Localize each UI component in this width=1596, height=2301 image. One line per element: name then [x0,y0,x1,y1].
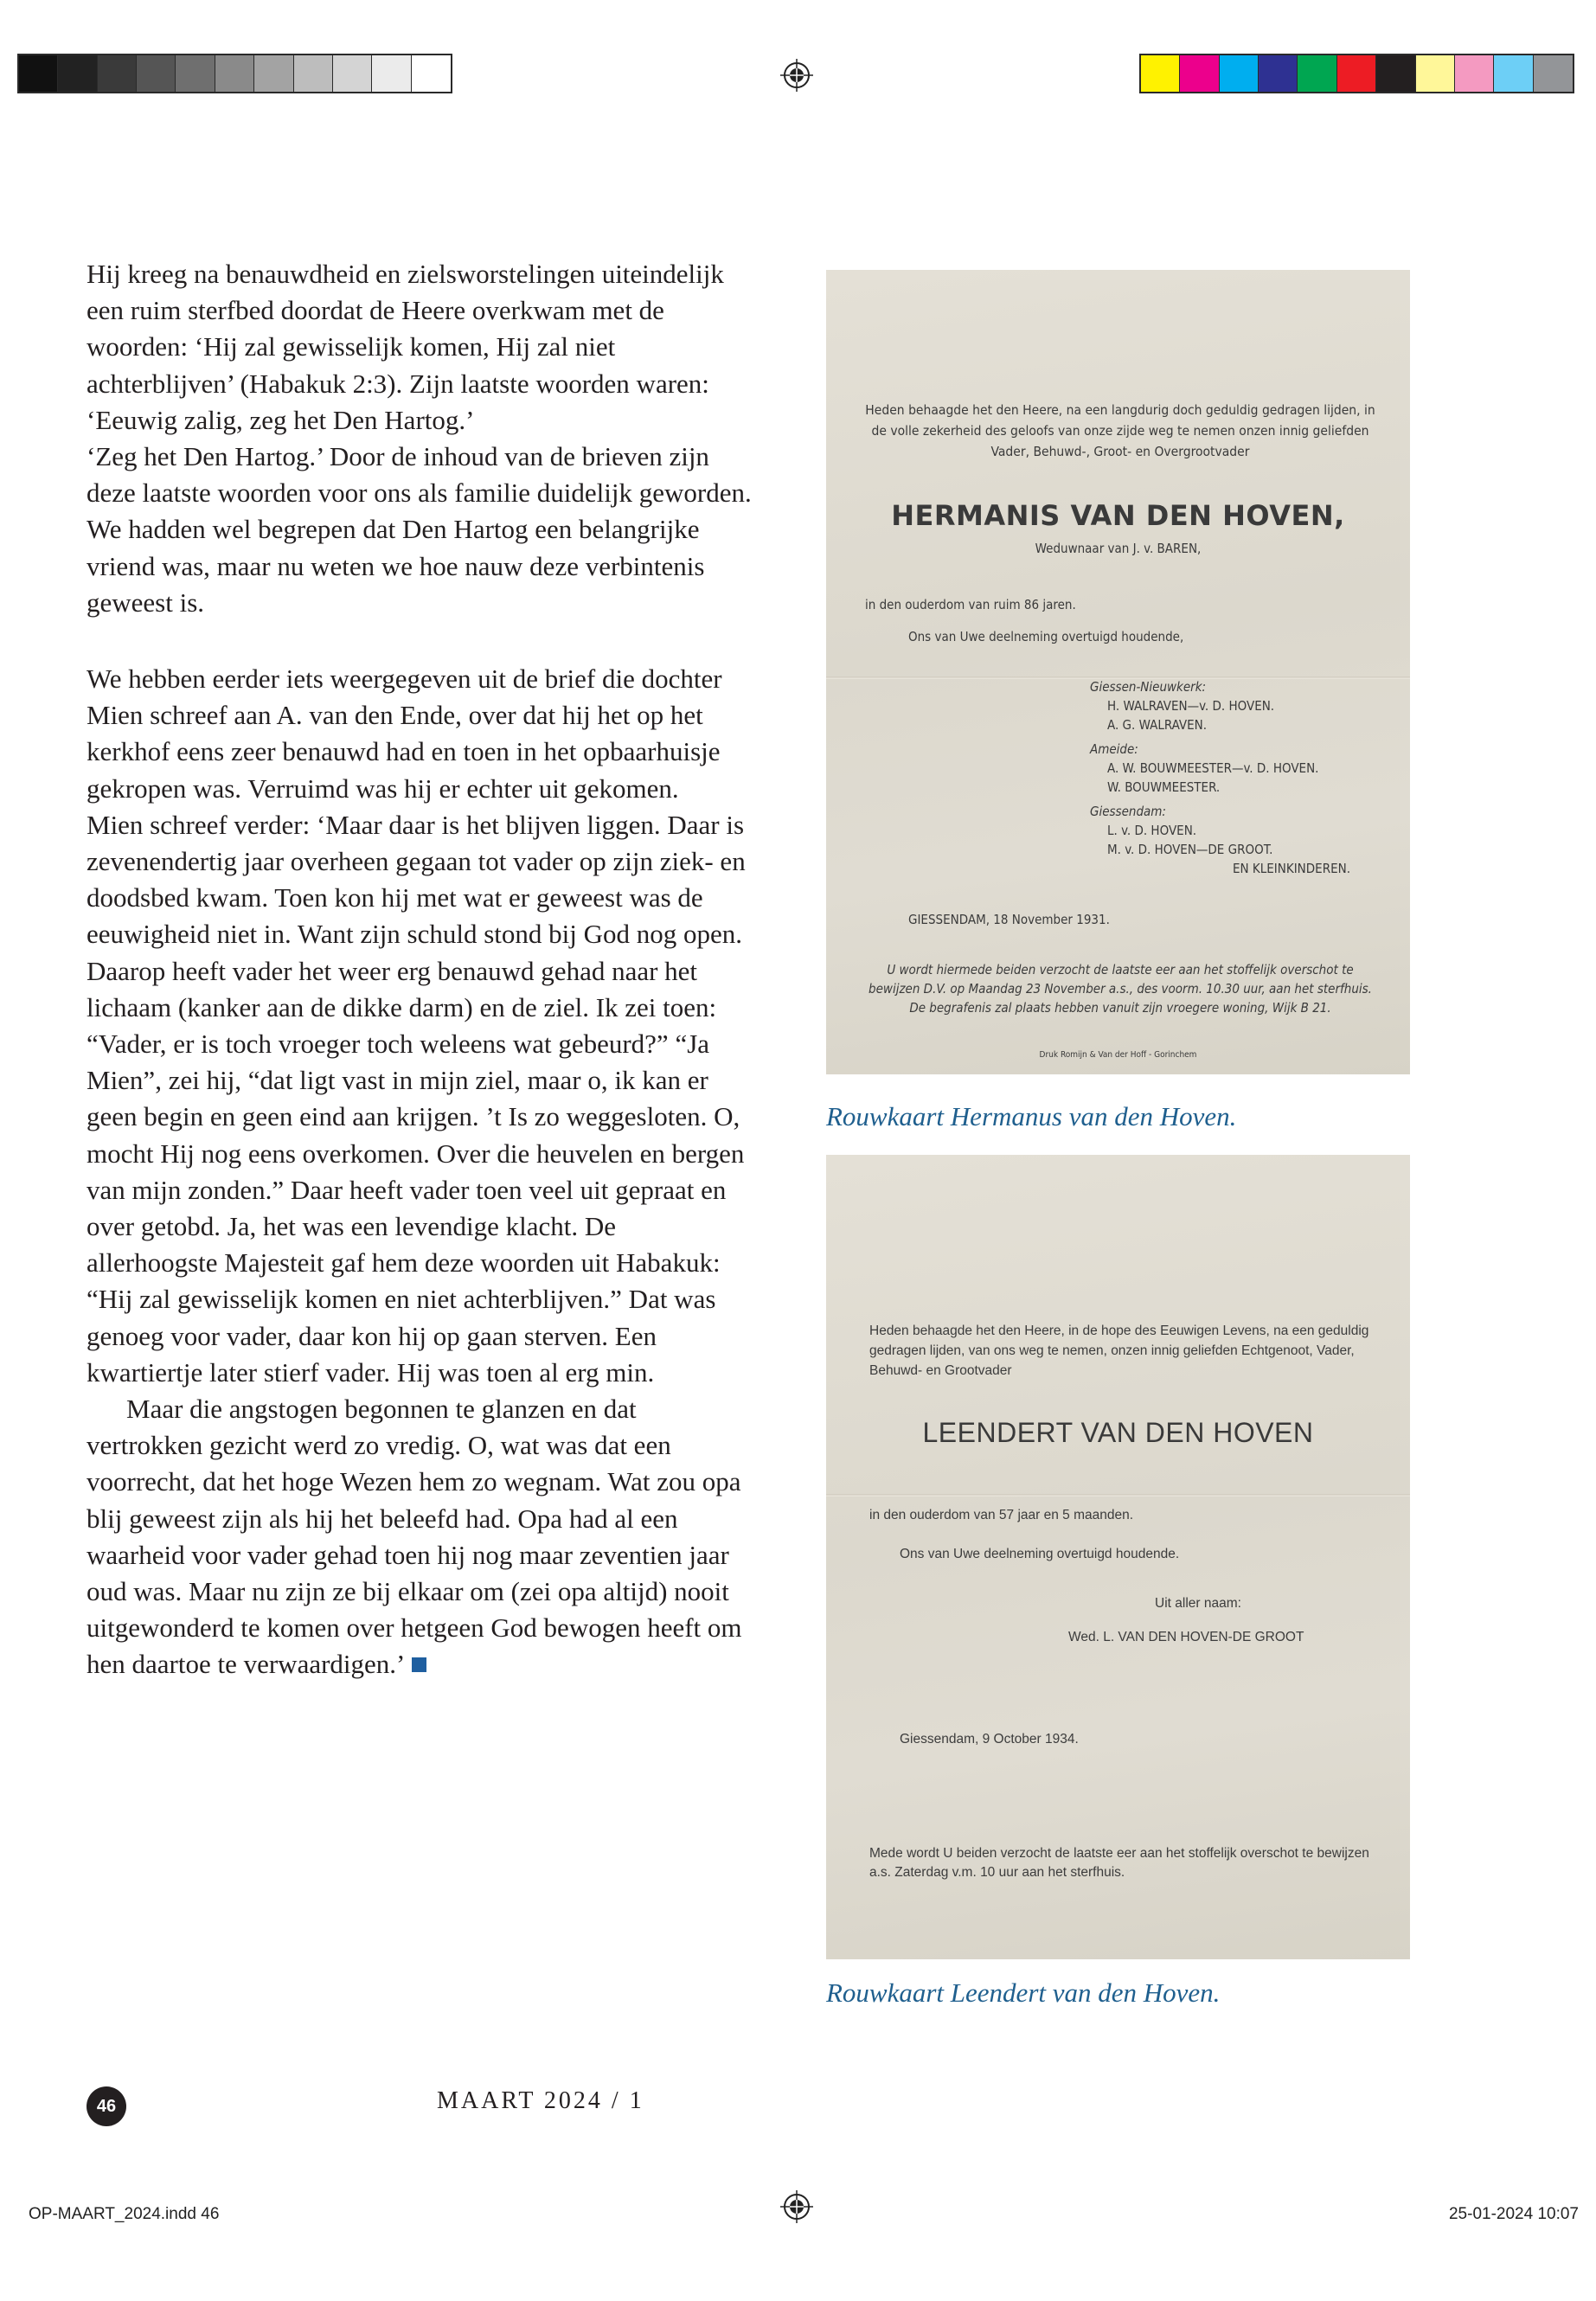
card1-age: in den ouderdom van ruim 86 jaren. [865,597,1076,612]
gray-swatch [333,55,372,92]
gray-swatch [412,55,451,92]
image-caption-2: Rouwkaart Leendert van den Hoven. [826,1977,1221,2008]
gray-swatch [176,55,215,92]
slug-file-name: OP-MAART_2024.indd 46 [29,2205,220,2223]
card2-notice: Mede wordt U beiden verzocht de laatste eer aan het stoffelijk overschot te bewijzen a.s. Zaterdag v.m. 10 uur aan het sterfhuis. [869,1846,1369,1880]
gray-swatch [294,55,333,92]
card1-sympathy-line: Ons van Uwe deelneming overtuigd houdende, [908,629,1184,644]
gray-calibration-bar [17,54,452,93]
article-paragraph-5 [87,1391,753,1683]
card1-family-name: EN KLEINKINDEREN. [1233,861,1350,876]
registration-mark-icon [780,2190,813,2223]
funeral-card-hermanus [826,270,1410,1074]
color-swatch [1376,55,1415,92]
gray-swatch [372,55,411,92]
card2-age: in den ouderdom van 57 jaar en 5 maanden. [869,1508,1134,1522]
color-swatch [1220,55,1259,92]
color-swatch [1494,55,1533,92]
gray-swatch [19,55,58,92]
page-number-badge: 46 [87,2086,126,2126]
registration-mark-icon [780,59,813,92]
issue-label: MAART 2024 / 1 [437,2087,644,2114]
article-paragraph-5-text: Maar die angstogen begonnen te glanzen en dat vertrokken gezicht werd zo vredig. O, wat was dat een voorrecht, dat het hoge Wezen hem zo wegnam. Wat zou opa blij geweest zijn als hij het beleefd had. Opa had al een waarheid voor vader gehad toen hij nog maar zeventien jaar oud was. Maar nu zijn ze bij elkaar om (zei opa altijd) nooit uitgewonderd te komen over hetgeen God bewogen heeft om hen daartoe te verwaardigen.’ [87,1394,742,1680]
color-swatch [1180,55,1219,92]
card1-widower-of: Weduwnaar van J. v. BAREN, [1035,541,1202,556]
article-column-top [87,256,753,621]
article-paragraph-4: Mien schreef verder: ‘Maar daar is het blijven liggen. Daar is zevenendertig jaar overheen gegaan tot vader op zijn ziek- en doodsbed kwam. Toen kon hij met wat er geweest was de eeuwigheid niet in. Want zijn schuld stond bij God nog open. Daarop heeft vader het weer erg benauwd gehad naar het lichaam (kanker aan de dikke darm) en de ziel. Ik zei toen: “Vader, er is toch vroeger toch weleens wat gebeurd?” “Ja Mien”, zei hij, “dat ligt vast in mijn ziel, maar o, ik kan er geen begin en geen eind aan krijgen. ’t Is zo weggesloten. O, mocht Hij nog eens overkomen. Over die heuvelen en bergen van mijn zonden.” Daar heeft vader toen veel uit gepraat en over getobd. Ja, het was een levendige klacht. De allerhoogste Majesteit gaf hem deze woorden uit Habakuk: “Hij zal gewisselijk komen en niet achterblijven.” Dat was genoeg voor vader, daar kon hij op gaan sterven. Een kwartiertje later stierf vader. Hij was toen al erg min. [87,809,746,1388]
card1-family-name: L. v. D. HOVEN. [1107,823,1197,838]
article-paragraph-3: We hebben eerder iets weergegeven uit de brief die dochter Mien schreef aan A. van den Ende, over dat hij het op het kerkhof eens zeer benauwd had en toen in het opbaarhuisje gekropen was. Verruimd was hij er echter uit gekomen. [87,663,722,804]
funeral-card-leendert [826,1155,1410,1959]
article-column-bottom [87,661,753,1683]
card1-intro: Heden behaagde het den Heere, na een langdurig doch geduldig gedragen lijden, in de volle zekerheid des geloofs van onze zijde weg te nemen onzen innig geliefden Vader, Behuwd-, Groot- en Overgrootvader [865,402,1375,459]
card2-sympathy-line: Ons van Uwe deelneming overtuigd houdende. [900,1547,1180,1561]
card2-widow: Wed. L. VAN DEN HOVEN-DE GROOT [1068,1630,1304,1644]
card2-date: Giessendam, 9 October 1934. [900,1732,1079,1747]
card1-family-name: A. W. BOUWMEESTER—v. D. HOVEN. [1107,760,1319,776]
card2-intro: Heden behaagde het den Heere, in de hope des Eeuwigen Levens, na een geduldig gedragen lijden, van ons weg te nemen, onzen innig geliefden Echtgenoot, Vader, Behuwd- en Grootvader [869,1324,1369,1378]
color-swatch [1141,55,1180,92]
card1-family-place: Giessendam: [1090,804,1166,819]
gray-swatch [254,55,293,92]
card2-signoff: Uit aller naam: [1155,1596,1241,1611]
slug-timestamp: 25-01-2024 10:07 [1448,2205,1579,2223]
color-swatch [1534,55,1573,92]
card1-printer: Druk Romijn & Van der Hoff - Gorinchem [1039,1050,1197,1060]
card1-family-place: Giessen-Nieuwkerk: [1090,679,1207,695]
color-swatch [1259,55,1298,92]
card-fold-line [826,1494,1410,1497]
card1-family-name: M. v. D. HOVEN—DE GROOT. [1107,842,1273,857]
color-swatch [1416,55,1455,92]
color-swatch [1337,55,1376,92]
gray-swatch [58,55,97,92]
gray-swatch [98,55,137,92]
card1-notice: U wordt hiermede beiden verzocht de laatste eer aan het stoffelijk overschot te bewijzen D.V. op Maandag 23 November a.s., des voorm. 10.30 uur, aan het sterfhuis. De begrafenis zal plaats hebben vanuit zijn vroegere woning, Wijk B 21. [869,962,1372,1016]
gray-swatch [137,55,176,92]
article-paragraph-2: ‘Zeg het Den Hartog.’ Door de inhoud van de brieven zijn deze laatste woorden voor ons als familie duidelijk geworden. We hadden wel begrepen dat Den Hartog een belangrijke vriend was, maar nu weten we hoe nauw deze verbintenis geweest is. [87,441,752,618]
gray-swatch [215,55,254,92]
end-of-article-icon [412,1657,426,1672]
card2-deceased-name: LEENDERT VAN DEN HOVEN [922,1417,1314,1448]
color-calibration-bar [1139,54,1574,93]
card1-family-name: A. G. WALRAVEN. [1107,717,1207,733]
article-paragraph-1: Hij kreeg na benauwdheid en zielsworstelingen uiteindelijk een ruim sterfbed doordat de Heere overkwam met de woorden: ‘Hij zal gewisselijk komen, Hij zal niet achterblijven’ (Habakuk 2:3). Zijn laatste woorden waren: ‘Eeuwig zalig, zeg het Den Hartog.’ [87,259,724,435]
color-swatch [1455,55,1494,92]
card1-family-name: W. BOUWMEESTER. [1107,779,1221,795]
card1-date: GIESSENDAM, 18 November 1931. [908,912,1110,927]
card1-family-name: H. WALRAVEN—v. D. HOVEN. [1107,698,1275,714]
card1-family-place: Ameide: [1090,741,1138,757]
image-caption-1: Rouwkaart Hermanus van den Hoven. [826,1101,1237,1131]
color-swatch [1298,55,1336,92]
card1-deceased-name: HERMANIS VAN DEN HOVEN, [891,499,1345,532]
